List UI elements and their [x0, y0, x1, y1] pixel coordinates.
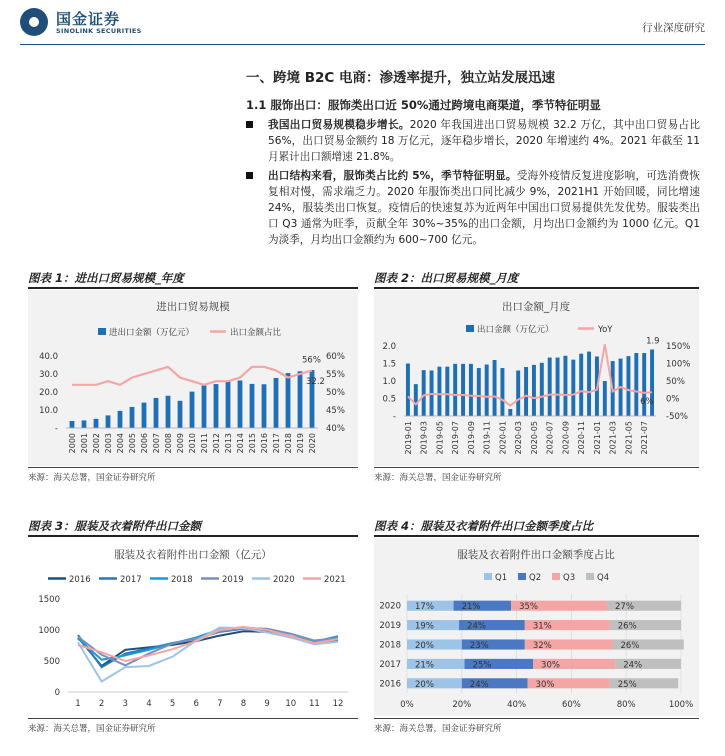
x-tick: 10	[285, 699, 297, 709]
x-tick: 2003	[104, 433, 113, 454]
bar-2014	[238, 380, 243, 428]
legend-swatch-Q2	[518, 573, 526, 580]
chart-title: 服装及衣着附件出口金额（亿元）	[114, 549, 272, 561]
legend-label-Q3: Q3	[563, 573, 576, 583]
legend-label-bar: 出口金额（万亿元）	[477, 325, 554, 335]
bar-2009	[178, 401, 183, 428]
bar-2019-10	[477, 368, 481, 416]
y-tick-left: 1.0	[382, 377, 396, 387]
figure-3-source: 来源：海关总署，国金证券研究所	[28, 724, 156, 734]
bar-label-2016-Q3: 30%	[535, 679, 555, 690]
data-label-bar-last: 1.9	[646, 336, 660, 347]
y-tick-left: 1.5	[382, 359, 396, 370]
legend-label-2021: 2021	[324, 575, 346, 585]
figure-3-title: 图表 3：服装及衣着附件出口金额	[28, 519, 202, 533]
bar-2020-05	[532, 365, 536, 416]
x-tick: 2019-07	[451, 421, 461, 455]
x-tick: 2008	[164, 433, 173, 454]
bar-2019-03	[422, 370, 426, 416]
header-divider	[20, 44, 705, 45]
figure-3-panel	[28, 538, 358, 716]
logo-text-cn: 国金证券	[56, 10, 121, 28]
figure-4-bottom-rule	[374, 718, 699, 719]
bar-2005	[130, 407, 135, 428]
figure-1-title: 图表 1：进出口贸易规模_年度	[28, 271, 184, 285]
figure-2-title: 图表 2：出口贸易规模_月度	[374, 271, 519, 285]
figure-2-top-rule	[374, 287, 699, 289]
legend-swatch-bar	[466, 325, 474, 332]
figure-2-source: 来源：海关总署，国金证券研究所	[374, 473, 502, 483]
x-tick: 2011	[200, 433, 209, 454]
y-tick-right: 50%	[326, 388, 345, 398]
bar-label-2018-Q4: 26%	[620, 641, 640, 651]
bar-2013	[226, 382, 231, 428]
x-tick: 6	[193, 699, 199, 709]
legend-label-line: 出口金额占比	[230, 328, 282, 338]
legend-swatch-Q4	[586, 573, 594, 580]
logo-icon	[20, 8, 48, 36]
y-tick-left: -	[392, 412, 396, 422]
bar-2021-05	[626, 356, 630, 416]
x-tick: 2006	[140, 433, 149, 454]
x-tick: 2021-05	[624, 421, 634, 455]
bar-label-2017-Q3: 30%	[541, 660, 560, 671]
x-tick: 7	[217, 699, 223, 709]
x-tick: 2015	[248, 433, 257, 454]
figure-1-top-rule	[28, 287, 358, 289]
y-tick-right: 100%	[666, 359, 691, 370]
figure-2-bottom-rule	[374, 467, 699, 468]
bar-2010	[190, 392, 195, 428]
y-tick: 1000	[38, 626, 60, 636]
legend-label-2018: 2018	[171, 575, 193, 585]
y-tick-left: -	[54, 424, 58, 434]
x-tick: 3	[122, 699, 128, 709]
bar-label-2016-Q4: 25%	[617, 679, 637, 690]
bar-2021-06	[634, 353, 638, 416]
y-tick: 2016	[379, 679, 401, 690]
bar-2020-10	[571, 360, 575, 416]
y-tick-right: 40%	[326, 424, 345, 434]
x-tick: 11	[308, 699, 320, 709]
figure-3-bottom-rule	[28, 718, 358, 719]
bullet-square-icon	[246, 172, 253, 179]
y-tick-right: 150%	[666, 342, 691, 352]
y-tick-left: 10.0	[39, 406, 58, 416]
x-tick: 20%	[452, 700, 472, 710]
bar-2007	[154, 398, 159, 428]
x-tick: 2019-03	[419, 421, 429, 455]
y-tick-right: 0%	[666, 394, 680, 405]
x-tick: 2020-05	[529, 421, 539, 455]
figure-4-source: 来源：海关总署，国金证券研究所	[374, 724, 502, 734]
bar-label-2019-Q4: 26%	[617, 621, 637, 632]
bullet-paragraph-2	[248, 168, 700, 248]
x-tick: 2018	[284, 433, 293, 454]
figure-1-bottom-rule	[28, 467, 358, 468]
x-tick: 0%	[400, 700, 414, 710]
bar-label-2016-Q2: 24%	[469, 679, 489, 690]
x-tick: 2012	[212, 433, 221, 454]
x-tick: 2001	[80, 433, 89, 454]
bar-2001	[82, 420, 87, 428]
x-tick: 2007	[152, 433, 161, 454]
subsection-title: 1.1 服饰出口：服饰类出口近 50%通过跨境电商渠道，季节特征明显	[246, 98, 601, 112]
x-tick: 2000	[68, 433, 77, 454]
x-tick: 80%	[616, 700, 636, 710]
x-tick: 2020-11	[577, 421, 587, 455]
bar-2020-12	[587, 352, 591, 416]
y-tick-left: 30.0	[39, 370, 58, 380]
x-tick: 2009	[176, 433, 185, 454]
y-tick: 0	[54, 688, 60, 698]
bullet-body: 受海外疫情反复进度影响，可选消费恢复相对慢，需求端乏力。2020 年服饰类出口同比减少 9%，2021H1 开始回暖，同比增速 24%，服装类出口恢复。疫情后的快速复苏为近两年中国出口贸易提供先发优势。服装类出口 Q3 通常为旺季，贡献全年 30%~35%的出口金额，月均出口金额约为 1000 亿元。Q1 为淡季，月均出口金额约为 600~700 亿元。	[268, 170, 701, 246]
bar-label-2019-Q2: 24%	[467, 621, 486, 632]
bar-label-2020-Q4: 27%	[615, 602, 634, 613]
bar-label-2020-Q2: 21%	[461, 602, 481, 613]
chart-monthly-export	[374, 290, 699, 466]
x-tick: 2019-01	[403, 421, 413, 455]
figure-4-top-rule	[374, 535, 699, 537]
x-tick: 2021-03	[608, 421, 618, 455]
bar-2000	[70, 421, 75, 428]
bar-2020-07	[548, 358, 552, 416]
x-tick: 2016	[260, 433, 269, 454]
legend-swatch-Q3	[552, 573, 560, 580]
bar-label-2017-Q2: 25%	[472, 660, 492, 671]
bar-2015	[250, 384, 255, 428]
bar-2019-08	[461, 364, 465, 416]
x-tick: 2020-07	[545, 421, 555, 455]
chart-annual-trade	[28, 290, 358, 466]
legend-label-Q2: Q2	[529, 573, 542, 583]
y-tick-left: 0.5	[382, 394, 396, 405]
x-tick: 2017	[272, 433, 281, 454]
legend-label-2016: 2016	[69, 575, 91, 585]
report-type: 行业深度研究	[642, 22, 705, 34]
bar-2019-09	[469, 364, 473, 416]
chart-apparel-monthly	[28, 538, 358, 716]
bar-label-2018-Q1: 20%	[415, 641, 434, 651]
bar-2003	[106, 415, 111, 428]
x-tick: 2020-09	[561, 421, 571, 455]
x-tick: 8	[240, 699, 247, 709]
chart-title: 进出口贸易规模	[156, 301, 230, 313]
bar-2020-09	[563, 356, 567, 416]
bar-2008	[166, 396, 171, 428]
bullet-paragraph-1	[248, 117, 700, 165]
bar-2004	[118, 411, 123, 428]
y-tick-left: 2.0	[382, 342, 396, 352]
legend-label-Q4: Q4	[597, 573, 610, 583]
x-tick: 60%	[561, 700, 581, 710]
x-tick: 2020-01	[498, 421, 508, 455]
legend-label-2019: 2019	[222, 575, 244, 585]
bar-2019	[298, 371, 303, 428]
x-tick: 12	[332, 699, 344, 709]
figure-4-panel	[374, 538, 699, 716]
y-tick-right: 45%	[326, 406, 345, 416]
x-tick: 100%	[668, 700, 694, 710]
bar-label-2016-Q1: 20%	[415, 679, 434, 690]
figure-4-title: 图表 4：服装及衣着附件出口金额季度占比	[374, 519, 594, 533]
x-tick: 2004	[116, 433, 125, 454]
x-tick: 2	[98, 699, 105, 709]
bar-2018	[286, 373, 291, 428]
bar-label-2017-Q4: 24%	[623, 660, 643, 671]
x-tick: 2014	[236, 433, 245, 454]
y-tick-right: 50%	[666, 377, 685, 387]
x-tick: 2010	[188, 433, 197, 454]
legend-label-Q1: Q1	[495, 573, 508, 583]
bar-2012	[214, 384, 219, 428]
section-title: 一、跨境 B2C 电商：渗透率提升，独立站发展迅速	[246, 70, 555, 86]
figure-3-top-rule	[28, 535, 358, 537]
y-tick: 2020	[379, 601, 401, 612]
y-tick-left: 40.0	[39, 352, 58, 362]
bar-2016	[262, 384, 267, 428]
line-yoy	[408, 344, 654, 408]
bar-2019-12	[493, 360, 497, 416]
x-tick: 2002	[92, 433, 101, 454]
legend-swatch-Q1	[484, 573, 492, 580]
bar-2019-06	[445, 367, 449, 416]
bar-2020-11	[579, 354, 583, 416]
y-tick: 1500	[38, 595, 60, 605]
bar-2020-06	[540, 363, 544, 416]
y-tick: 2019	[379, 621, 401, 632]
y-tick: 2018	[379, 640, 401, 651]
bar-2020-02	[508, 409, 512, 416]
chart-title: 服装及衣着附件出口金额季度占比	[457, 549, 615, 561]
y-tick: 500	[43, 657, 60, 667]
figure-1-source: 来源：海关总署，国金证券研究所	[28, 473, 156, 483]
bar-2019-07	[453, 364, 457, 416]
bar-2006	[142, 403, 147, 428]
bar-2011	[202, 386, 207, 428]
chart-title: 出口金额_月度	[501, 301, 571, 313]
x-tick: 2019	[296, 433, 305, 454]
legend-label-2020: 2020	[273, 575, 295, 585]
data-label-line-last: 6%	[640, 397, 654, 408]
bar-label-2019-Q3: 31%	[532, 621, 552, 632]
bar-label-2019-Q1: 19%	[415, 621, 434, 632]
bar-label-2018-Q2: 23%	[469, 641, 489, 651]
x-tick: 2019-09	[466, 421, 476, 455]
bar-2002	[94, 419, 99, 428]
bar-label-2018-Q3: 32%	[532, 641, 552, 651]
bar-label-2017-Q1: 21%	[415, 660, 434, 671]
x-tick: 2020-03	[514, 421, 524, 455]
figure-2-panel	[374, 290, 699, 466]
legend-label-bar: 进出口金额（万亿元）	[109, 328, 195, 338]
bar-2019-02	[414, 384, 418, 416]
bar-2019-05	[437, 367, 441, 416]
x-tick: 1	[75, 699, 81, 709]
logo-text-en: SINOLINK SECURITIES	[56, 27, 142, 35]
x-tick: 2021-01	[592, 421, 602, 455]
x-tick: 40%	[507, 700, 527, 710]
y-tick-right: 55%	[326, 370, 345, 380]
x-tick: 2019-05	[435, 421, 445, 455]
data-label-line-last: 56%	[302, 355, 321, 366]
x-tick: 2019-11	[482, 421, 492, 455]
x-tick: 4	[146, 699, 152, 709]
bar-2021-02	[603, 381, 607, 416]
x-tick: 2020	[308, 433, 317, 454]
bar-label-2020-Q1: 17%	[415, 602, 434, 613]
figure-1-panel	[28, 290, 358, 466]
chart-quarterly-share	[374, 538, 699, 716]
bullet-lead: 我国出口贸易规模稳步增长。	[268, 119, 410, 131]
bullet-body: 2020 年我国进出口贸易规模 32.2 万亿，其中出口贸易占比 56%，出口贸易金额约 18 万亿元，逐年稳步增长，2020 年增速约 4%。2021 年截至 11 月累计出口额增速 21.8%。	[268, 119, 700, 163]
x-tick: 2005	[128, 433, 137, 454]
data-label-bar-last: 32.2	[306, 377, 325, 388]
bar-2020-03	[516, 371, 520, 417]
legend-label-2017: 2017	[120, 575, 142, 585]
bar-2020-01	[500, 368, 504, 416]
x-tick: 2021-07	[640, 421, 650, 455]
bullet-lead: 出口结构来看，服饰类占比约 5%，季节特征明显。	[268, 170, 517, 182]
bar-2017	[274, 378, 279, 428]
bar-2019-11	[485, 365, 489, 416]
bullet-square-icon	[246, 121, 253, 128]
y-tick-right: -50%	[666, 412, 688, 422]
x-tick: 2013	[224, 433, 233, 454]
bar-2020-04	[524, 367, 528, 416]
x-tick: 9	[264, 699, 270, 709]
legend-swatch-bar	[98, 328, 106, 335]
x-tick: 5	[169, 699, 176, 709]
bar-2020-08	[556, 358, 560, 416]
bar-2019-01	[406, 364, 410, 417]
y-tick: 2017	[379, 659, 401, 670]
legend-label-line: YoY	[598, 325, 613, 335]
y-tick-left: 20.0	[39, 388, 58, 398]
y-tick-right: 60%	[326, 352, 345, 362]
bar-label-2020-Q3: 35%	[519, 602, 539, 613]
